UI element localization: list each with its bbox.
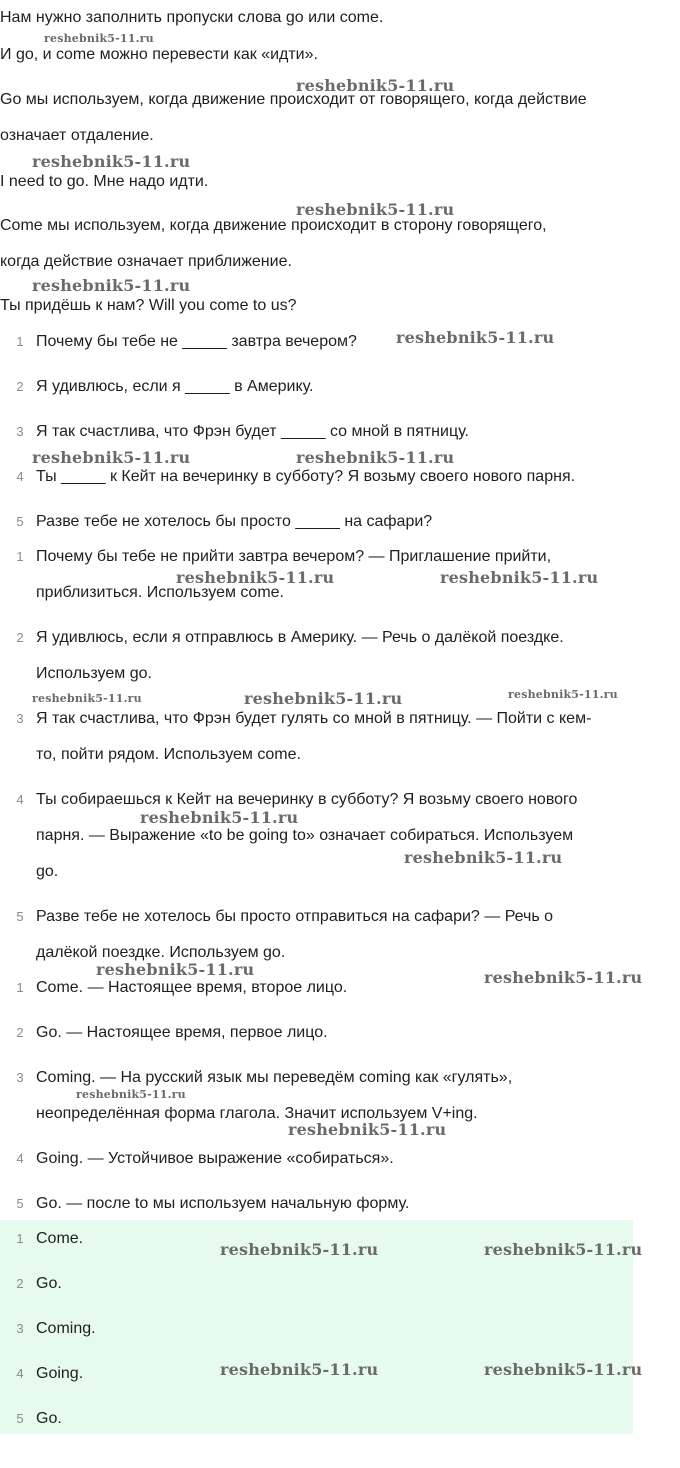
item-text: Going. — Устойчивое выражение «собираться».: [36, 1150, 394, 1167]
item-number: 3: [16, 1070, 24, 1085]
list-item: [0, 1274, 675, 1294]
item-text: неопределённая форма глагола. Значит используем V+ing.: [36, 1105, 478, 1122]
list-item: [0, 422, 675, 442]
item-number: 4: [16, 1366, 24, 1381]
item-text: Я так счастлива, что Фрэн будет _____ со мной в пятницу.: [36, 423, 469, 440]
intro-line: И go, и come можно перевести как «идти».: [0, 46, 318, 63]
watermark: reshebnik5-11.ru: [32, 152, 191, 171]
item-text: Go.: [36, 1275, 62, 1292]
watermark: reshebnik5-11.ru: [508, 688, 618, 701]
item-number: 4: [16, 1151, 24, 1166]
intro-line: I need to go. Мне надо идти.: [0, 173, 209, 190]
item-text: далёкой поездке. Используем go.: [36, 944, 286, 961]
item-number: 1: [16, 549, 24, 564]
item-number: 2: [16, 630, 24, 645]
list-item: [0, 709, 675, 763]
item-number: 3: [16, 1321, 24, 1336]
intro-line: Ты придёшь к нам? Will you come to us?: [0, 297, 297, 314]
list-item: [0, 907, 675, 961]
watermark: reshebnik5-11.ru: [140, 808, 299, 827]
item-text: приблизиться. Используем come.: [36, 584, 284, 601]
list-item: [0, 1194, 675, 1214]
intro-line: Go мы используем, когда движение происходит от говорящего, когда действие: [0, 91, 587, 108]
item-text: Going.: [36, 1365, 84, 1382]
item-text: Почему бы тебе не _____ завтра вечером?: [36, 333, 357, 350]
item-text: парня. — Выражение «to be going to» означает собираться. Используем: [36, 827, 574, 844]
item-text: Coming. — На русский язык мы переведём coming как «гулять»,: [36, 1069, 513, 1086]
watermark: reshebnik5-11.ru: [32, 692, 142, 705]
item-number: 5: [16, 1411, 24, 1426]
item-number: 2: [16, 1025, 24, 1040]
watermark: reshebnik5-11.ru: [220, 1240, 379, 1259]
intro-line: Нам нужно заполнить пропуски слова go или come.: [0, 9, 384, 26]
item-text: Go. — Настоящее время, первое лицо.: [36, 1024, 328, 1041]
watermark: reshebnik5-11.ru: [176, 568, 335, 587]
watermark: reshebnik5-11.ru: [296, 448, 455, 467]
item-text: Come. — Настоящее время, второе лицо.: [36, 979, 348, 996]
item-text: Используем go.: [36, 665, 152, 682]
item-number: 2: [16, 379, 24, 394]
intro-line: когда действие означает приближение.: [0, 253, 292, 270]
list-item: [0, 467, 675, 487]
item-text: Я так счастлива, что Фрэн будет гулять со мной в пятницу. — Пойти с кем-: [36, 710, 592, 727]
watermark: reshebnik5-11.ru: [288, 1120, 447, 1139]
item-text: Я удивлюсь, если я _____ в Америку.: [36, 378, 314, 395]
item-number: 5: [16, 1196, 24, 1211]
item-number: 3: [16, 711, 24, 726]
item-number: 2: [16, 1276, 24, 1291]
list-item: [0, 1319, 675, 1339]
watermark: reshebnik5-11.ru: [296, 200, 455, 219]
item-number: 1: [16, 1231, 24, 1246]
list-item: [0, 1409, 675, 1429]
watermark: reshebnik5-11.ru: [484, 1360, 643, 1379]
watermark: reshebnik5-11.ru: [484, 1240, 643, 1259]
item-number: 1: [16, 334, 24, 349]
item-number: 5: [16, 514, 24, 529]
list-item: [0, 1149, 675, 1169]
watermark: reshebnik5-11.ru: [404, 848, 563, 867]
item-text: Ты собираешься к Кейт на вечеринку в субботу? Я возьму своего нового: [36, 791, 578, 808]
watermark: reshebnik5-11.ru: [484, 968, 643, 987]
item-text: Go.: [36, 1410, 62, 1427]
item-text: Я удивлюсь, если я отправлюсь в Америку. — Речь о далёкой поездке.: [36, 629, 564, 646]
watermark: reshebnik5-11.ru: [32, 276, 191, 295]
list-item: [0, 1023, 675, 1043]
list-item: [0, 512, 675, 532]
intro-line: Come мы используем, когда движение происходит в сторону говорящего,: [0, 217, 547, 234]
item-text: Разве тебе не хотелось бы просто _____ на сафари?: [36, 513, 433, 530]
watermark: reshebnik5-11.ru: [76, 1088, 186, 1101]
watermark: reshebnik5-11.ru: [220, 1360, 379, 1379]
watermark: reshebnik5-11.ru: [296, 76, 455, 95]
item-text: Разве тебе не хотелось бы просто отправиться на сафари? — Речь о: [36, 908, 554, 925]
watermark: reshebnik5-11.ru: [440, 568, 599, 587]
item-text: Come.: [36, 1230, 84, 1247]
item-number: 1: [16, 980, 24, 995]
item-text: Go. — после to мы используем начальную форму.: [36, 1195, 410, 1212]
list-item: [0, 332, 675, 352]
item-text: Coming.: [36, 1320, 96, 1337]
item-text: Ты _____ к Кейт на вечеринку в субботу? Я возьму своего нового парня.: [36, 468, 576, 485]
item-number: 4: [16, 469, 24, 484]
item-text: go.: [36, 863, 59, 880]
watermark: reshebnik5-11.ru: [96, 960, 255, 979]
watermark: reshebnik5-11.ru: [396, 328, 555, 347]
intro-line: означает отдаление.: [0, 127, 154, 144]
watermark: reshebnik5-11.ru: [32, 448, 191, 467]
item-text: то, пойти рядом. Используем come.: [36, 746, 301, 763]
list-item: [0, 377, 675, 397]
item-number: 4: [16, 792, 24, 807]
item-number: 3: [16, 424, 24, 439]
list-item: [0, 628, 675, 682]
item-text: Почему бы тебе не прийти завтра вечером? — Приглашение прийти,: [36, 548, 552, 565]
watermark: reshebnik5-11.ru: [244, 689, 403, 708]
item-number: 5: [16, 909, 24, 924]
watermark: reshebnik5-11.ru: [44, 32, 154, 45]
